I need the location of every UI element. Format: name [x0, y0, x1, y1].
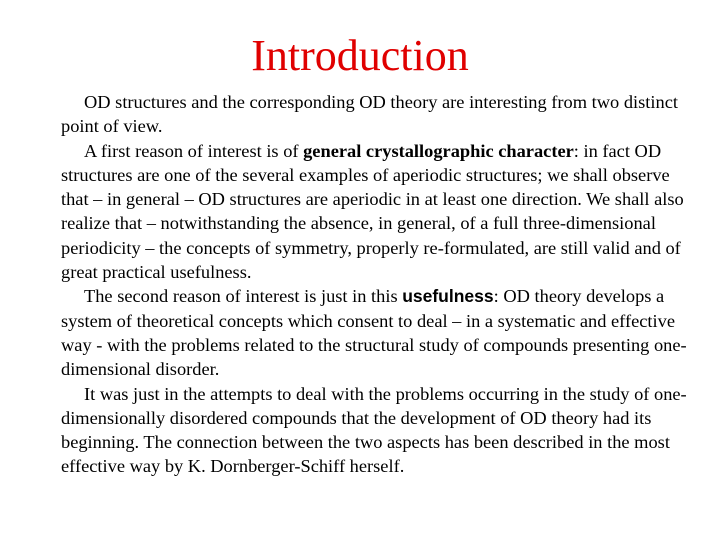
paragraph-2-text-end: : in fact OD structures are one of the several examples of aperiodic structures; we shall observe that – in general – OD structures are aperiodic in at least one direction. We shall also realize that – notwithstanding the absence, in general, of a full three-dimensional periodicity – the concepts of symmetry, properly re-formulated, are still valid and of great practical usefulness.: [61, 140, 684, 283]
emphasis-general-crystallographic-character: general crystallographic character: [303, 140, 574, 161]
paragraph-2-text-start: A first reason of interest is of: [84, 140, 304, 161]
paragraph-3-text-end: : OD theory develops a system of theoretical concepts which consent to deal – in a systematic and effective way - with the problems related to the structural study of compounds presenting one-dimensional disorder.: [61, 286, 687, 380]
paragraph-1: [61, 90, 701, 139]
paragraph-1-text: OD structures and the corresponding OD theory are interesting from two distinct point of view.: [61, 92, 678, 137]
emphasis-usefulness: usefulness: [402, 286, 494, 307]
paragraph-2: [61, 139, 701, 285]
slide-body: [61, 90, 701, 479]
paragraph-3-text-start: The second reason of interest is just in this: [84, 286, 403, 307]
paragraph-3: [61, 284, 701, 381]
paragraph-4: [61, 382, 701, 479]
slide-title: Introduction: [251, 31, 469, 80]
paragraph-4-text: It was just in the attempts to deal with the problems occurring in the study of one-dimensionally disordered compounds that the development of OD theory had its beginning. The connection between the two aspects has been described in the most effective way by K. Dornberger-Schiff herself.: [61, 383, 687, 477]
